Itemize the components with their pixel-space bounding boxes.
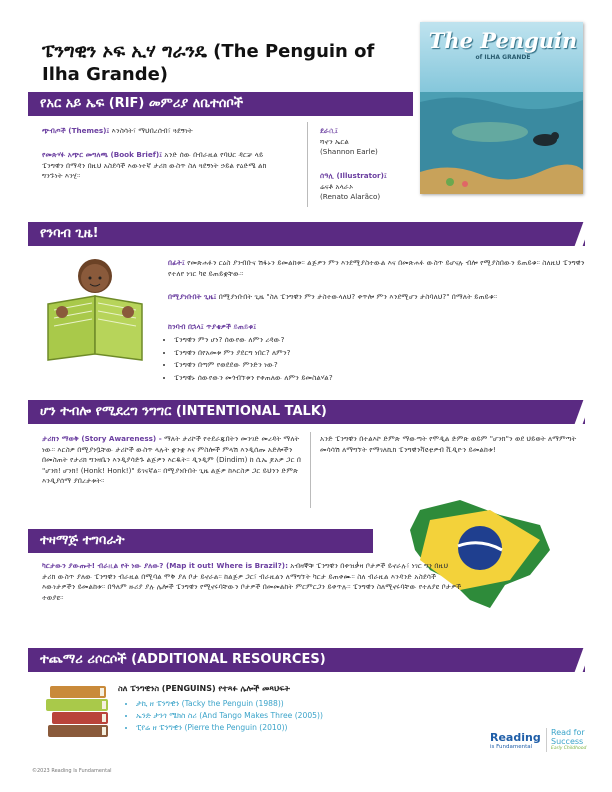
list-item: • ፔንግዊን በጣም የወደደው ምንድን ነው? [174,359,594,372]
section-heading-reading-time [28,222,585,246]
before-label: በፊት፤ [168,258,185,267]
cover-subtitle: of ILHA GRANDE [475,54,531,61]
rif-logo-subtext: is Fundamental [490,744,533,750]
illustrator-name-en: (Renato Alarãco) [320,192,381,201]
section-heading-intentional-talk [28,400,585,424]
book-cover-image [420,22,583,194]
copyright: ©2023 Reading Is Fundamental [32,768,112,774]
section-heading-resources [28,648,585,672]
books-stack-illustration [44,680,114,740]
themes-text: እንስሳት፣ ማህበረሰብ፣ ጓደኝነት [111,126,193,135]
rif-logo [490,731,541,751]
page-title: ፔንግዊን ኦፍ ኢሃ ግራንዴ (The Penguin of Ilha Grande) [42,41,375,85]
resources-list [124,698,436,734]
during-label: በሚያነቡበት ጊዜ፤ [168,292,217,301]
resources-subheading: ስለ ፔንግዊንስ (PENGUINS) የተጻፉ ሌሎች መጻህፍት [118,684,290,693]
illustrator-block [320,171,415,203]
author-name-am: ሻኖን ኤርል [320,136,349,146]
brief-text: አንድ ሰው በብራዚል የባህር ዳርቻ ላይ ፔንግዊን በማዳን በዚህ አስደሳች እውነተኛ ታሪክ ውስጥ ስለ ጓደኝነት ኃይል የዕድሜ ልክ ግንኙነት እንሂ። [42,150,267,180]
story-awareness-paragraph [42,434,304,487]
list-item: • ፔንግዊን ምን ሆነ? ሰውየው ለምን ረዳው? [174,334,594,347]
section-heading-text: ተዛማጅ ተግባራት [40,533,125,548]
list-item: • ፔንግዊኑ ሰውየውን መጎብኘቱን የቀጠለው ለምን ይመስልሃል? [174,372,594,385]
after-label [168,322,588,333]
before-paragraph [168,258,588,279]
story-awareness-label: ታሪክን ማወቅ (Story Awareness) - [42,434,162,443]
brief-label: የመጽሃፉ አጭር መግለጫ (Book Brief)፤ [42,150,163,159]
section-heading-text: የንባብ ጊዜ! [40,226,99,241]
map-activity-label: ካርታውን ያውጡት! ብራዚል የት ነው ያለው? (Map it out! Where is Brazil?): [42,561,288,570]
book-link[interactable]: • ኤንድ ታንጎ ሜክስ ስሪ (And Tango Makes Three (2005)) [136,710,436,722]
author-block [320,126,410,158]
child-reading-illustration [40,254,150,364]
map-activity-paragraph [42,561,462,603]
rfs-line1: Read for [551,728,585,737]
divider [307,122,308,207]
before-text: የመጽሐፉን ርዕስ ያንብቡና ሽፋኑን ይመልከቱ። ልጅዎን ምን እንደሚያስተውል እና በመጽሐፉ ውስጥ ይሆናሉ ብሎ የሚያስበውን ይጠይቁ። ስለዚህ ፔንግዊን የተለየ ነገር ካዩ ይጠይቋቸው። [168,258,585,278]
cover-title: The Penguin [428,28,578,53]
illustrator-name-am: ሬናቶ አላራኦ [320,181,354,191]
read-for-success-logo [546,728,607,752]
rfs-line2: Success [551,737,584,746]
video-paragraph: አንድ ፔንግዊን በተልእኮ ድምጽ ማውጣት የሞዲል ድምጽ ወይም "ሆንክ"ን ወደ ህይወት ለማምጣት መሳሳሽ ለማግኘት የማገለኪክ ፔንግዊንቫዩቲዎብ ቪዲዮን ይመልከቱ! [320,434,577,454]
question-list [160,334,594,384]
rif-logo-text: Reading [490,731,541,744]
rfs-line3: Early Childhood [551,746,587,751]
section-heading-text: ተጨማሪ ሪሶርሶች (ADDITIONAL RESOURCES) [40,652,326,667]
section-heading-text: የአር አይ ኤፍ (RIF) መምሪያ ለቤተሰቦች [40,96,244,111]
during-text: በሚያነቡበት ጊዜ "ስለ ፔንግዊን ምን ታስተውላለህ? ቀጥሎ ምን እንደሚሆን ታስባለህ?" በማለት ይጠይቁ። [218,292,498,301]
illustrator-label: ሰዓሊ (Illustrator)፤ [320,171,387,180]
author-label: ደራሲ፤ [320,126,338,135]
section-heading-guide [28,92,413,116]
book-link[interactable]: • ታኪ ዘ ፔንግዊን (Tacky the Penguin (1988)) [136,698,436,710]
book-link[interactable]: • ፒየሬ ዘ ፔንግዊን (Pierre the Penguin (2010)) [136,722,436,734]
section-heading-activities [28,529,373,553]
author-name-en: (Shannon Earle) [320,147,378,156]
story-awareness-text: ማለት ታሪኮች የተደራጁበትን መንገድ መረዳት ማለት ነው። እርስዎ በሚያነቧቸው ታሪኮች ውስጥ ላሉት ቋንቋ እና ምስሎች ምላሽ እንዲሰጡ አድሎችን በመስጠት የታሪክ ግንዛቤን እንዲያሳድጉ ልጅዎን እርዱት። ዲንዲም (Dindim) ከ ሲኤ ጆአዎ ጋር በ "ሆንክ! ሆንክ! (Honk! Honk!)" ይገናኛል። በሚያነቡበት ጊዜ ልጅዎ ከእርስዎ ጋር ይህንን ድምጽ እንዲያሰማ ያበረታቱት። [42,434,301,485]
themes-label: ጭብጦች (Themes)፤ [42,126,110,135]
section-heading-text: ሆን ተብሎ የሚደረግ ንግግር (INTENTIONAL TALK) [40,404,327,419]
map-activity-text: አብዛኞቹ ፔንግዊን በቀዝቃዛ ቦታዎች ይኖራሉ፣ ነገር ግን በዚህ ታሪክ ውስጥ ያለው ፔንግዊን ብራዚል በሚባል ሞቅ ያለ ቦታ ይኖራል። ከልጅዎ ጋር፣ ብራዚልን ለማግኘት ካርታ ይጠቀሙ። ስለ ብራዚል እንዳንድ አስደሳች እውነታዎችን ይመልከቱ። በዓለም ዙሪያ ያሉ ሌሎች ፔንግዊን የሚኖሩባቸውን ቦታዎች በመመልከት ምርምርጋን ይቀጥሉ። ፔንግዊን ስለሚኖሩባቸው የተለያዩ ቦታዎች ተወያዩ። [42,561,462,602]
brief-paragraph [42,150,287,182]
after-label-text: ከንባብ በኋላ፤ ጥያቄዎች ይጠይቁ፤ [168,322,257,331]
list-item: • ፔንግዊን በየአመቱ ምን ያደርግ ነበር? ለምን? [174,347,594,360]
themes-paragraph [42,126,287,137]
divider [310,432,311,508]
during-paragraph [168,292,588,303]
